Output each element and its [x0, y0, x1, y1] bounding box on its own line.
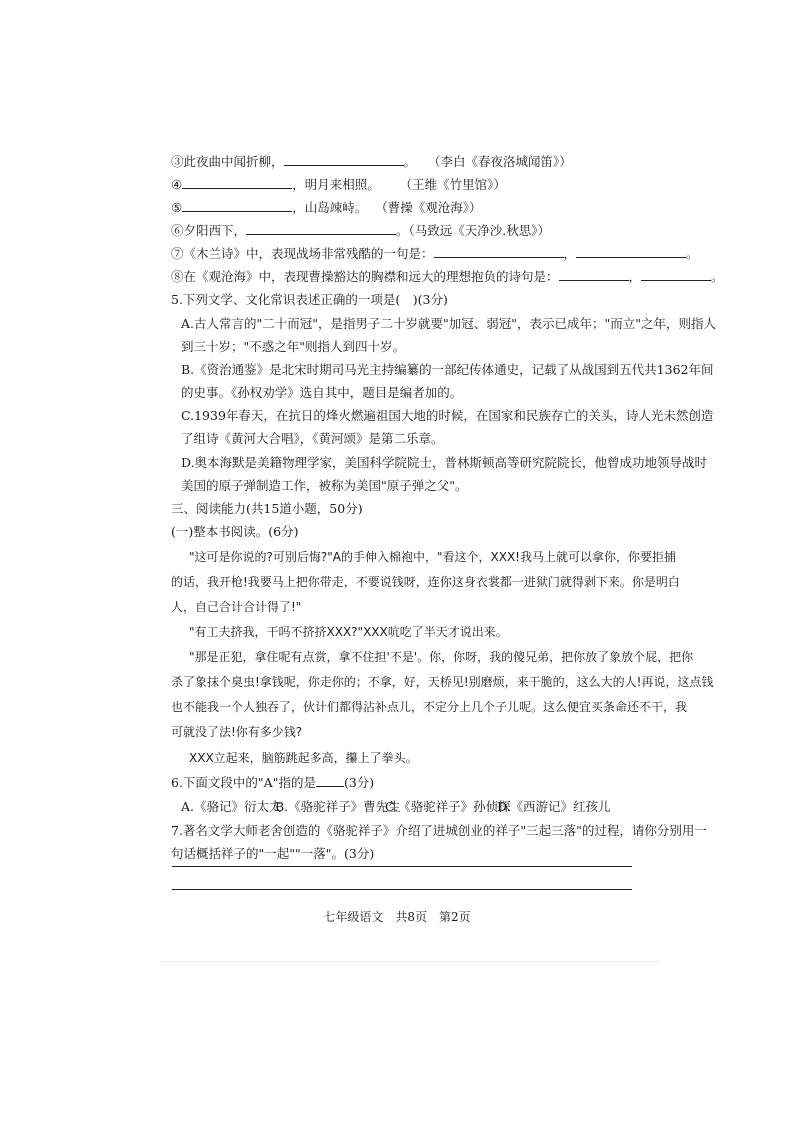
poem-line-5: ⑤ ，山岛竦峙。 （曹操《观沧海》）	[171, 200, 482, 215]
option-b[interactable]: B.《骆驼祥子》曹先生	[275, 799, 401, 814]
page-footer: 七年级语文 共8页 第2页	[323, 910, 471, 924]
passage-p2: "有工夫挤我，干吗不挤挤XXX?"XXX吭吃了半天才说出来。	[189, 625, 508, 639]
answer-blank[interactable]	[641, 269, 711, 281]
question-7-line1: 7.著名文学大师老舍创造的《骆驼祥子》介绍了进城创业的祥子"三起三落"的过程，请你分别用一	[171, 823, 707, 838]
option-a[interactable]: A.《骆记》衍太太	[181, 799, 282, 814]
passage-p3-line1: "那是正犯，拿住呢有点赏，拿不住担'不是'。你，你呀，我的傻兄弟，把你放了象放个屁，把你	[189, 650, 694, 664]
passage-p1-line2: 的话，我开枪!我要马上把你带走，不要说钱呀，连你这身衣裳都一进狱门就得剥下来。你是明白	[171, 575, 680, 589]
poem-line-text: ③此夜曲中闻折柳，	[171, 154, 284, 169]
passage-p1-line1: "这可是你说的?可别后悔?"A的手伸入棉袍中，"看这个，XXX!我马上就可以拿你，你要拒捕	[189, 550, 676, 564]
section-title: 三、阅读能力(共15道小题，50分)	[171, 501, 363, 516]
option-d[interactable]: D.《西游记》红孩儿	[497, 799, 611, 814]
option-b-line2: 的史事。《孙权劝学》选自其中，题目是编者加的。	[181, 385, 463, 400]
subsection-title: (一)整本书阅读。(6分)	[171, 524, 299, 539]
option-c-line2: 了组诗《黄河大合唱》，《黄河颂》是第二乐章。	[181, 431, 444, 446]
answer-blank[interactable]	[434, 246, 564, 258]
question-6-options	[181, 799, 611, 815]
option-c[interactable]: C.《骆驼祥子》孙侦探	[385, 799, 511, 814]
question-6-stem: 6.下面文段中的"A"指的是 (3分)	[171, 775, 375, 790]
poem-line-3: ③此夜曲中闻折柳， 。 （李白《春夜洛城闻笛》）	[171, 154, 572, 169]
passage-p1-line3: 人，自己合计合计得了!"	[171, 600, 302, 614]
answer-blank[interactable]	[316, 775, 344, 787]
answer-blank[interactable]	[182, 200, 292, 212]
answer-blank[interactable]	[284, 154, 404, 166]
answer-blank[interactable]	[182, 177, 292, 189]
answer-blank[interactable]	[576, 246, 686, 258]
poem-source: （曹操《观沧海》）	[375, 200, 482, 215]
option-a-line2: 到三十岁；"不惑之年"则指人到四十岁。	[181, 339, 405, 354]
passage-p3-line3: 也不能我一个人独吞了，伙计们都得沾补点儿，不定分上几个子儿呢。这么便宜买条命还不干，我	[171, 700, 688, 714]
passage-p3-line4: 可就没了法!你有多少钱?	[171, 725, 303, 739]
answer-line-2[interactable]	[172, 889, 632, 890]
poem-line-8: ⑧在《观沧海》中，表现曹操豁达的胸襟和远大的理想抱负的诗句是： ， 。	[171, 269, 724, 284]
answer-line-1[interactable]	[172, 866, 632, 867]
poem-source: （李白《春夜洛城闻笛》）	[427, 154, 572, 169]
poem-line-6: ⑥夕阳西下， 。（马致远《天净沙.秋思》）	[171, 223, 550, 238]
passage-p3-line2: 杀了象抹个臭虫!拿钱呢，你走你的；不拿，好，天桥见!别磨烦，来干脆的，这么大的人!再说，这点钱	[171, 675, 714, 689]
poem-source: （王维《竹里馆》）	[399, 177, 506, 192]
option-a-line1: A.古人常言的"二十而冠"，是指男子二十岁就要"加冠、弱冠"，表示已成年；"而立"之年，则指人	[181, 316, 716, 331]
question-5-stem: 5.下列文学、文化常识表述正确的一项是( )(3分)	[171, 292, 448, 307]
question-7-line2: 句话概括祥子的"一起""一落"。(3分)	[171, 846, 375, 861]
poem-line-4: ④ ，明月来相照。 （王维《竹里馆》）	[171, 177, 506, 192]
passage-p4: XXX立起来，脑筋跳起多高，攥上了拳头。	[189, 751, 418, 765]
option-b-line1: B.《资治通鉴》是北宋时期司马光主持编纂的一部纪传体通史，记载了从战国到五代共1362年间	[181, 362, 714, 377]
option-c-line1: C.1939年春天，在抗日的烽火燃遍祖国大地的时候，在国家和民族存亡的关头，诗人光未然创造	[181, 408, 714, 423]
page-divider	[160, 961, 660, 962]
answer-blank[interactable]	[559, 269, 629, 281]
option-d-line1: D.奥本海默是美籍物理学家，美国科学院院士，普林斯顿高等研究院院长，他曾成功地领导战时	[181, 455, 708, 470]
option-d-line2: 美国的原子弹制造工作，被称为美国"原子弹之父"。	[181, 478, 468, 493]
poem-line-7: ⑦《木兰诗》中，表现战场非常残酷的一句是： ， 。	[171, 246, 699, 261]
answer-blank[interactable]	[246, 223, 396, 235]
